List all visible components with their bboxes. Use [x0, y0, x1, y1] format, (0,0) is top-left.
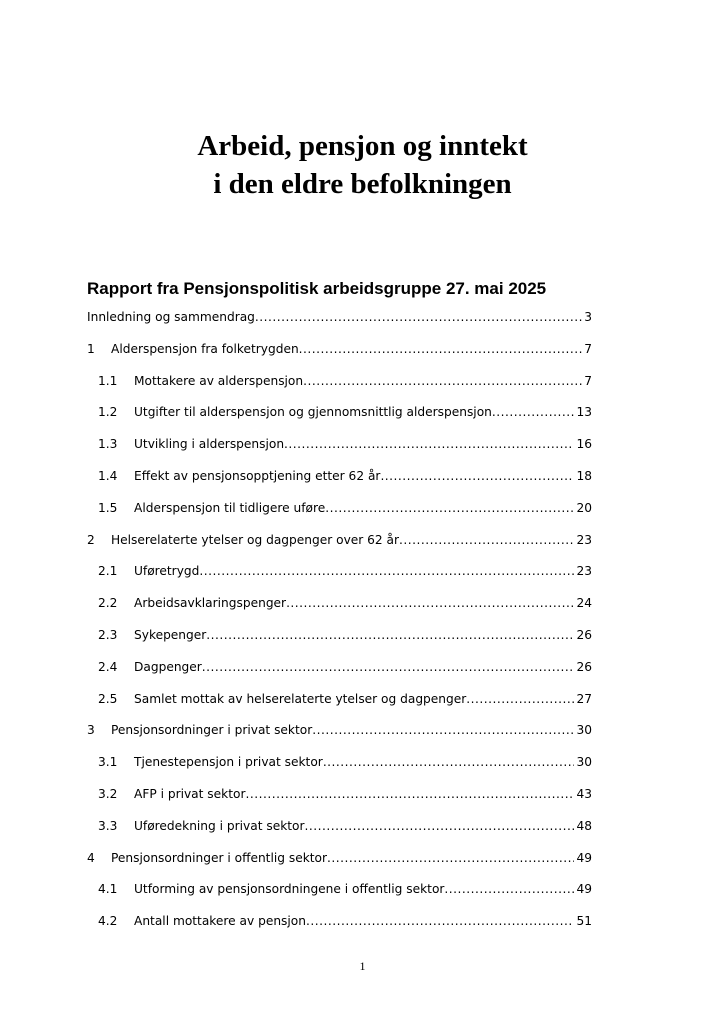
toc-entry-title: Uføretrygd [134, 564, 200, 579]
toc-entry-page: 13 [576, 405, 592, 420]
toc-entry[interactable] [87, 815, 592, 837]
toc-entry-number: 3.2 [98, 787, 118, 801]
toc-entry-title: Pensjonsordninger i offentlig sektor [111, 850, 327, 865]
toc-entry-title: Sykepenger [134, 628, 207, 642]
toc-entry-title: Mottakere av alderspensjon [134, 373, 304, 388]
toc-entry-page: 3 [584, 310, 592, 324]
toc-entry-title: AFP i privat sektor [134, 787, 246, 801]
toc-entry-number: 4.2 [98, 914, 118, 929]
toc-dot-leader [305, 815, 575, 837]
title-line-2: i den eldre befolkningen [213, 168, 512, 200]
toc-entry[interactable] [87, 847, 592, 869]
toc-dot-leader [303, 370, 582, 392]
toc-entry[interactable] [87, 751, 592, 773]
toc-entry-title: Uføredekning i privat sektor [134, 818, 305, 833]
title-line-1: Arbeid, pensjon og inntekt [197, 130, 528, 162]
toc-entry-page: 23 [576, 532, 592, 547]
toc-dot-leader [444, 878, 574, 900]
toc-entry-number: 1.1 [98, 373, 118, 388]
toc-entry[interactable] [87, 433, 592, 455]
toc-dot-leader [284, 433, 574, 455]
toc-entry-page: 49 [576, 882, 592, 897]
toc-entry-page: 7 [584, 373, 592, 388]
toc-entry-number: 2.2 [98, 596, 118, 611]
toc-entry[interactable] [87, 401, 592, 423]
toc-entry-title: Arbeidsavklaringspenger [134, 596, 287, 611]
toc-entry-page: 26 [576, 659, 592, 674]
toc-entry-number: 4.1 [98, 882, 118, 897]
toc-dot-leader [306, 910, 575, 932]
toc-entry-number: 1.4 [98, 469, 118, 483]
toc-dot-leader [299, 338, 583, 360]
toc-entry-number: 2.1 [98, 564, 118, 579]
toc-entry-title: Alderspensjon til tidligere uføre [134, 500, 326, 515]
toc-entry-title: Innledning og sammendrag [87, 310, 255, 324]
toc-entry[interactable] [87, 529, 592, 551]
toc-entry[interactable] [87, 370, 592, 392]
toc-entry[interactable] [87, 592, 592, 614]
toc-entry[interactable] [87, 878, 592, 900]
toc-entry-number: 2.5 [98, 691, 118, 706]
toc-entry[interactable] [87, 465, 592, 487]
toc-dot-leader [206, 624, 574, 646]
toc-entry[interactable] [87, 910, 592, 932]
toc-entry-number: 1.2 [98, 405, 118, 420]
toc-entry-title: Alderspensjon fra folketrygden [111, 341, 299, 356]
toc-entry-title: Pensjonsordninger i privat sektor [111, 723, 313, 738]
toc-dot-leader [380, 465, 574, 487]
toc-entry-page: 51 [576, 914, 592, 929]
toc-entry-number: 1.5 [98, 500, 118, 515]
toc-entry-title: Utvikling i alderspensjon [134, 437, 285, 452]
toc-entry-title: Dagpenger [134, 659, 202, 674]
toc-entry-number: 2 [87, 532, 95, 547]
toc-dot-leader [199, 560, 574, 582]
toc-entry-title: Utgifter til alderspensjon og gjennomsnittlig alderspensjon [134, 405, 492, 420]
toc-entry-page: 27 [576, 691, 592, 706]
toc-dot-leader [399, 529, 574, 551]
toc-entry[interactable] [87, 624, 592, 646]
toc-entry-page: 23 [576, 564, 592, 579]
toc-entry[interactable] [87, 783, 592, 805]
toc-entry[interactable] [87, 338, 592, 360]
toc-entry-page: 16 [576, 437, 592, 452]
toc-dot-leader [492, 401, 575, 423]
toc-dot-leader [327, 847, 574, 869]
toc-entry-title: Effekt av pensjonsopptjening etter 62 år [134, 469, 381, 483]
toc-dot-leader [323, 751, 575, 773]
toc-entry[interactable] [87, 719, 592, 741]
toc-entry[interactable] [87, 656, 592, 678]
toc-entry-title: Helserelaterte ytelser og dagpenger over 62 år [111, 532, 400, 547]
toc-entry-number: 3 [87, 723, 95, 738]
toc-entry-number: 1.3 [98, 437, 118, 452]
toc-entry-page: 20 [576, 500, 592, 515]
toc-entry-number: 2.3 [98, 628, 118, 642]
toc-entry-number: 1 [87, 341, 95, 356]
toc-entry-page: 26 [576, 628, 592, 642]
toc-entry-page: 49 [576, 850, 592, 865]
toc-entry-title: Tjenestepensjon i privat sektor [134, 755, 323, 770]
toc-entry-page: 43 [576, 787, 592, 801]
toc-entry[interactable] [87, 306, 592, 328]
toc-dot-leader [286, 592, 574, 614]
toc-dot-leader [202, 656, 575, 678]
toc-entry[interactable] [87, 560, 592, 582]
toc-dot-leader [255, 306, 582, 328]
toc-entry-title: Samlet mottak av helserelaterte ytelser og dagpenger [134, 691, 467, 706]
toc-entry-number: 2.4 [98, 659, 118, 674]
toc-dot-leader [325, 497, 574, 519]
toc-entry-number: 3.1 [98, 755, 118, 770]
document-title [0, 127, 725, 203]
toc-dot-leader [312, 719, 574, 741]
toc-entry-page: 48 [576, 818, 592, 833]
toc-entry-page: 24 [576, 596, 592, 611]
toc-dot-leader [466, 688, 574, 710]
toc-entry-page: 30 [576, 723, 592, 738]
toc-entry[interactable] [87, 497, 592, 519]
toc-dot-leader [245, 783, 574, 805]
toc-entry-title: Antall mottakere av pensjon [134, 914, 306, 929]
page-number: 1 [359, 959, 366, 973]
toc-entry-title: Utforming av pensjonsordningene i offentlig sektor [134, 882, 445, 897]
report-subtitle: Rapport fra Pensjonspolitisk arbeidsgruppe 27. mai 2025 [87, 279, 547, 298]
toc-entry-number: 3.3 [98, 818, 118, 833]
toc-entry-page: 18 [576, 469, 592, 483]
toc-entry-page: 7 [584, 341, 592, 356]
toc-entry-page: 30 [576, 755, 592, 770]
toc-entry-number: 4 [87, 850, 95, 865]
toc-entry[interactable] [87, 688, 592, 710]
